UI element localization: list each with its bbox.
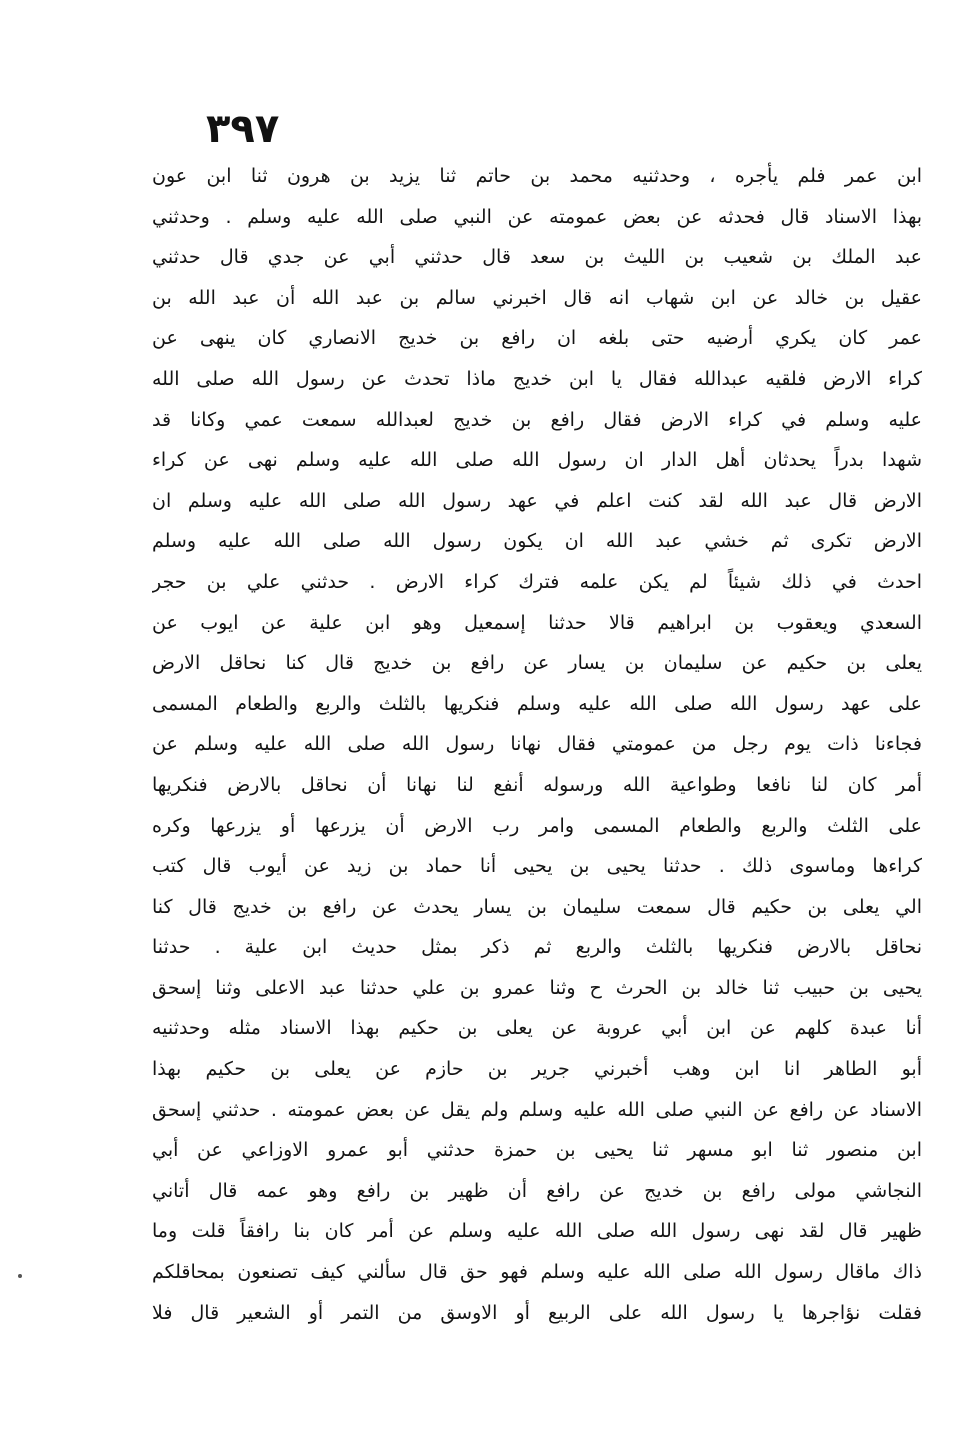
text-line: فجاءنا ذات يوم رجل من عمومتي فقال نهانا رسول الله صلى الله عليه وسلم عن <box>152 733 922 756</box>
margin-speck <box>18 1274 22 1278</box>
text-line: أمر كان لنا نافعا وطواعية الله ورسوله أنفع لنا نهانا أن نحاقل بالارض فنكريها <box>152 773 922 796</box>
text-line: عقيل بن خالد عن ابن شهاب انه قال اخبرني سالم بن عبد الله أن عبد الله بن <box>152 286 922 309</box>
text-line: ابن منصور ثنا ابو مسهر ثنا يحيى بن حمزة حدثني أبو عمرو الاوزاعي عن أبي <box>152 1139 922 1162</box>
text-line: بهذا الاسناد قال فحدثه عن بعض عمومته عن النبي صلى الله عليه وسلم . وحدثني <box>152 205 922 228</box>
text-line: عمر كان يكري أرضيه حتى بلغه ان رافع بن خديج الانصاري كان ينهى عن <box>152 327 922 350</box>
text-line: أبو الطاهر انا ابن وهب أخبرني جرير بن حازم عن يعلى بن حكيم بهذا <box>152 1058 922 1081</box>
text-line: ابن عمر فلم يأجره ، وحدثنيه محمد بن حاتم ثنا يزيد بن هرون ثنا ابن عون <box>152 165 922 187</box>
text-line: الارض تكرى ثم خشي عبد الله ان يكون رسول الله صلى الله عليه وسلم <box>152 530 922 553</box>
text-line: ذاك ماقال رسول الله صلى الله عليه وسلم فهو حق قال سألني كيف تصنعون بمحاقلكم <box>152 1261 922 1284</box>
text-line: الاسناد عن رافع عن النبي صلى الله عليه وسلم ولم يقل عن بعض عمومته . حدثني إسحق <box>152 1098 922 1121</box>
text-line: عبد الملك بن شعيب بن الليث بن سعد قال حدثني أبي عن جدي قال حدثني <box>152 246 922 269</box>
text-line: يعلى بن حكيم عن سليمان بن يسار عن رافع بن خديج قال كنا نحاقل الارض <box>152 652 922 675</box>
text-line: احدث في ذلك شيئاً لم يكن علمه فترك كراء الارض . حدثني علي بن حجر <box>152 570 922 593</box>
page-number: ٣٩٧ <box>206 106 280 152</box>
text-line: فقلت نؤاجرها يا رسول الله على الربيع أو الاوسق من التمر أو الشعير قال فلا <box>152 1301 922 1324</box>
text-line: شهدا بدراً يحدثان أهل الدار ان رسول الله صلى الله عليه وسلم نهى عن كراء <box>152 449 922 472</box>
text-line: يحيى بن حبيب ثنا خالد بن الحرث ح وثنا عمرو بن علي حدثنا عبد الاعلى وثنا إسحق <box>152 976 922 999</box>
text-line: كراءها وماسوى ذلك . حدثنا يحيى بن يحيى أنا حماد بن زيد عن أيوب قال كتب <box>152 855 922 878</box>
body-text <box>152 156 922 1333</box>
text-line: كراء الارض فلقيه عبدالله فقال يا ابن خديج ماذا تحدث عن رسول الله صلى الله <box>152 367 922 390</box>
text-line: ظهير قال لقد نهى رسول الله صلى الله عليه وسلم عن أمر كان بنا رافقاً قلت وما <box>152 1220 922 1243</box>
text-line: النجاشي مولى رافع بن خديج عن رافع أن ظهير بن رافع وهو عمه قال أتاني <box>152 1179 922 1202</box>
text-line: أنا عبدة كلهم عن ابن أبي عروبة عن يعلى بن حكيم بهذا الاسناد مثله وحدثنيه <box>152 1017 922 1040</box>
text-line: على عهد رسول الله صلى الله عليه وسلم فنكريها بالثلث والربع والطعام المسمى <box>152 692 922 715</box>
text-line: السعدي ويعقوب بن ابراهيم قالا حدثنا إسمعيل وهو ابن علية عن ايوب عن <box>152 611 922 634</box>
text-line: نحاقل بالارض فنكريها بالثلث والربع ثم ذكر بمثل حديث ابن علية . حدثنا <box>152 936 922 959</box>
text-line: الي يعلى بن حكيم قال سمعت سليمان بن يسار يحدث عن رافع بن خديج قال كنا <box>152 895 922 918</box>
text-line: عليه وسلم في كراء الارض فقال رافع بن خديج لعبدالله سمعت عمي وكانا قد <box>152 408 922 431</box>
text-line: الارض قال عبد الله لقد كنت اعلم في عهد رسول الله صلى الله عليه وسلم ان <box>152 489 922 512</box>
text-line: على الثلث والربع والطعام المسمى وامر رب الارض أن يزرعها أو يزرعها وكره <box>152 814 922 837</box>
